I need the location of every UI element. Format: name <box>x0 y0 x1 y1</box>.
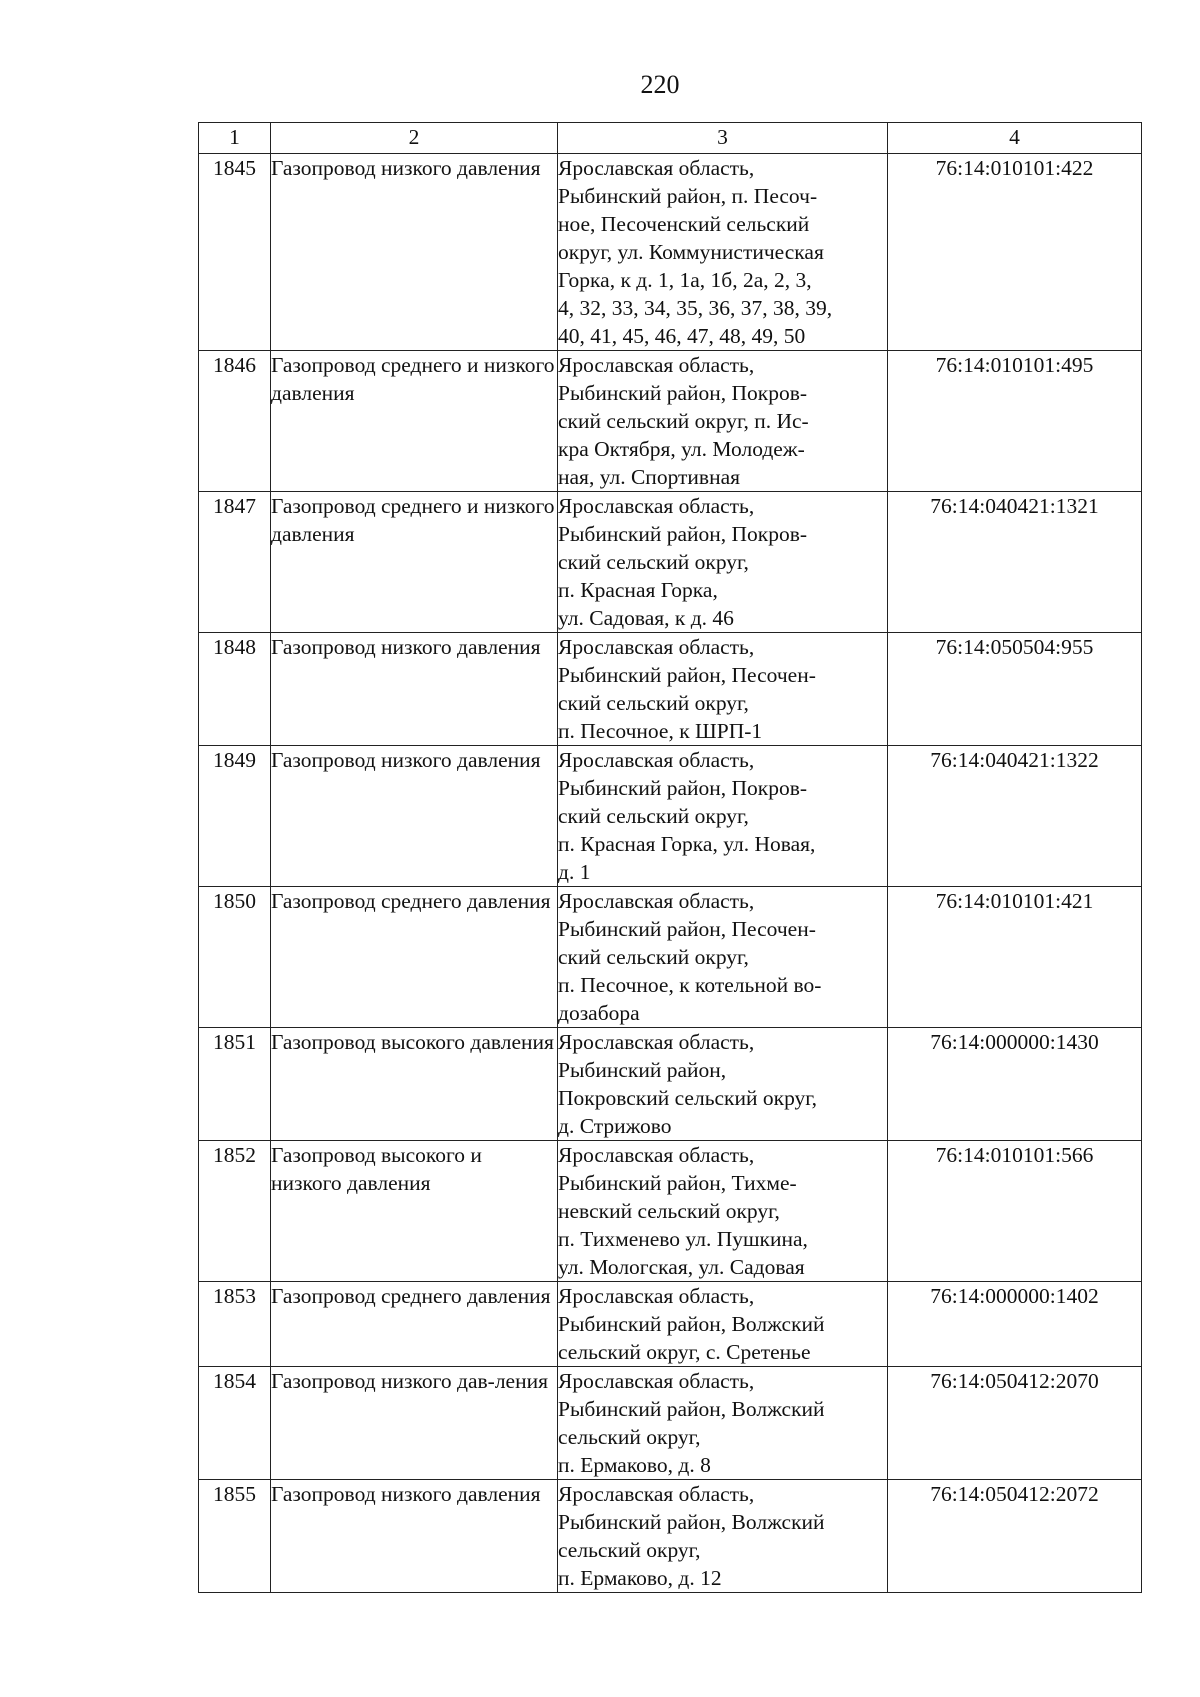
address-line: п. Ермаково, д. 12 <box>558 1566 722 1590</box>
address-line: Рыбинский район, Песочен- <box>558 663 816 687</box>
address-line: ная, ул. Спортивная <box>558 465 741 489</box>
address-line: Ярославская область, <box>558 1284 755 1308</box>
row-number: 1851 <box>199 1028 271 1141</box>
address-line: Ярославская область, <box>558 1030 755 1054</box>
table-row <box>199 1367 1142 1480</box>
object-address <box>558 1480 888 1593</box>
object-address <box>558 887 888 1028</box>
table-row <box>199 633 1142 746</box>
address-line: сельский округ, <box>558 1425 701 1449</box>
object-address <box>558 1367 888 1480</box>
address-line: Ярославская область, <box>558 494 755 518</box>
table-row <box>199 351 1142 492</box>
cadastral-number: 76:14:010101:422 <box>888 154 1142 351</box>
object-address <box>558 1028 888 1141</box>
column-header-name: 2 <box>271 123 558 154</box>
address-line: ул. Мологская, ул. Садовая <box>558 1255 805 1279</box>
object-address <box>558 1141 888 1282</box>
cadastral-number: 76:14:010101:421 <box>888 887 1142 1028</box>
address-line: п. Тихменево ул. Пушкина, <box>558 1227 808 1251</box>
column-header-cadastral: 4 <box>888 123 1142 154</box>
table-row <box>199 746 1142 887</box>
address-line: д. Стрижово <box>558 1114 672 1138</box>
object-name: Газопровод высокого давления <box>271 1028 558 1141</box>
address-line: ский сельский округ, <box>558 945 749 969</box>
registry-table <box>198 122 1142 1593</box>
row-number: 1848 <box>199 633 271 746</box>
row-number: 1855 <box>199 1480 271 1593</box>
address-line: 40, 41, 45, 46, 47, 48, 49, 50 <box>558 324 806 348</box>
object-name: Газопровод среднего и низкого давления <box>271 351 558 492</box>
address-line: ул. Садовая, к д. 46 <box>558 606 734 630</box>
column-header-address: 3 <box>558 123 888 154</box>
row-number: 1849 <box>199 746 271 887</box>
object-address <box>558 492 888 633</box>
address-line: Ярославская область, <box>558 635 755 659</box>
object-address <box>558 746 888 887</box>
address-line: Рыбинский район, <box>558 1058 727 1082</box>
address-line: ский сельский округ, <box>558 550 749 574</box>
address-line: Рыбинский район, Покров- <box>558 776 808 800</box>
row-number: 1847 <box>199 492 271 633</box>
table-row <box>199 1141 1142 1282</box>
object-name: Газопровод низкого давления <box>271 746 558 887</box>
cadastral-number: 76:14:010101:566 <box>888 1141 1142 1282</box>
cadastral-number: 76:14:000000:1430 <box>888 1028 1142 1141</box>
address-line: п. Красная Горка, ул. Новая, <box>558 832 816 856</box>
table-row <box>199 1028 1142 1141</box>
object-name: Газопровод среднего и низкого давления <box>271 492 558 633</box>
cadastral-number: 76:14:000000:1402 <box>888 1282 1142 1367</box>
cadastral-number: 76:14:040421:1321 <box>888 492 1142 633</box>
cadastral-number: 76:14:050412:2072 <box>888 1480 1142 1593</box>
address-line: Горка, к д. 1, 1а, 1б, 2а, 2, 3, <box>558 268 812 292</box>
row-number: 1853 <box>199 1282 271 1367</box>
address-line: ский сельский округ, п. Ис- <box>558 409 809 433</box>
address-line: Ярославская область, <box>558 748 755 772</box>
address-line: п. Ермаково, д. 8 <box>558 1453 711 1477</box>
address-line: сельский округ, с. Сретенье <box>558 1340 811 1364</box>
address-line: Ярославская область, <box>558 1143 755 1167</box>
address-line: Рыбинский район, Волжский <box>558 1397 825 1421</box>
address-line: п. Красная Горка, <box>558 578 718 602</box>
table-row <box>199 154 1142 351</box>
address-line: Рыбинский район, Тихме- <box>558 1171 797 1195</box>
row-number: 1854 <box>199 1367 271 1480</box>
object-address <box>558 633 888 746</box>
address-line: ное, Песоченский сельский <box>558 212 810 236</box>
address-line: Рыбинский район, Покров- <box>558 522 808 546</box>
object-address <box>558 154 888 351</box>
address-line: п. Песочное, к котельной во- <box>558 973 822 997</box>
address-line: округ, ул. Коммунистическая <box>558 240 824 264</box>
object-address <box>558 351 888 492</box>
table-row <box>199 1282 1142 1367</box>
address-line: 4, 32, 33, 34, 35, 36, 37, 38, 39, <box>558 296 833 320</box>
object-name: Газопровод низкого давления <box>271 633 558 746</box>
row-number: 1845 <box>199 154 271 351</box>
object-name: Газопровод среднего давления <box>271 1282 558 1367</box>
address-line: ский сельский округ, <box>558 804 749 828</box>
address-line: Рыбинский район, п. Песоч- <box>558 184 818 208</box>
address-line: Ярославская область, <box>558 1482 755 1506</box>
table-row <box>199 492 1142 633</box>
address-line: п. Песочное, к ШРП-1 <box>558 719 763 743</box>
object-name: Газопровод низкого дав-ления <box>271 1367 558 1480</box>
row-number: 1846 <box>199 351 271 492</box>
object-name: Газопровод низкого давления <box>271 154 558 351</box>
address-line: ский сельский округ, <box>558 691 749 715</box>
object-name: Газопровод высокого и низкого давления <box>271 1141 558 1282</box>
table-row <box>199 887 1142 1028</box>
address-line: Рыбинский район, Волжский <box>558 1312 825 1336</box>
object-name: Газопровод низкого давления <box>271 1480 558 1593</box>
address-line: Ярославская область, <box>558 353 755 377</box>
address-line: д. 1 <box>558 860 591 884</box>
table-row <box>199 1480 1142 1593</box>
column-header-number: 1 <box>199 123 271 154</box>
address-line: Рыбинский район, Покров- <box>558 381 808 405</box>
address-line: дозабора <box>558 1001 640 1025</box>
cadastral-number: 76:14:040421:1322 <box>888 746 1142 887</box>
address-line: Рыбинский район, Песочен- <box>558 917 816 941</box>
object-address <box>558 1282 888 1367</box>
address-line: Покровский сельский округ, <box>558 1086 818 1110</box>
cadastral-number: 76:14:010101:495 <box>888 351 1142 492</box>
row-number: 1850 <box>199 887 271 1028</box>
address-line: Рыбинский район, Волжский <box>558 1510 825 1534</box>
address-line: сельский округ, <box>558 1538 701 1562</box>
page-number: 220 <box>640 70 680 99</box>
address-line: кра Октября, ул. Молодеж- <box>558 437 805 461</box>
table-header-row <box>199 123 1142 154</box>
cadastral-number: 76:14:050412:2070 <box>888 1367 1142 1480</box>
table-body <box>199 154 1142 1593</box>
row-number: 1852 <box>199 1141 271 1282</box>
address-line: Ярославская область, <box>558 889 755 913</box>
address-line: Ярославская область, <box>558 156 755 180</box>
address-line: невский сельский округ, <box>558 1199 780 1223</box>
object-name: Газопровод среднего давления <box>271 887 558 1028</box>
address-line: Ярославская область, <box>558 1369 755 1393</box>
cadastral-number: 76:14:050504:955 <box>888 633 1142 746</box>
